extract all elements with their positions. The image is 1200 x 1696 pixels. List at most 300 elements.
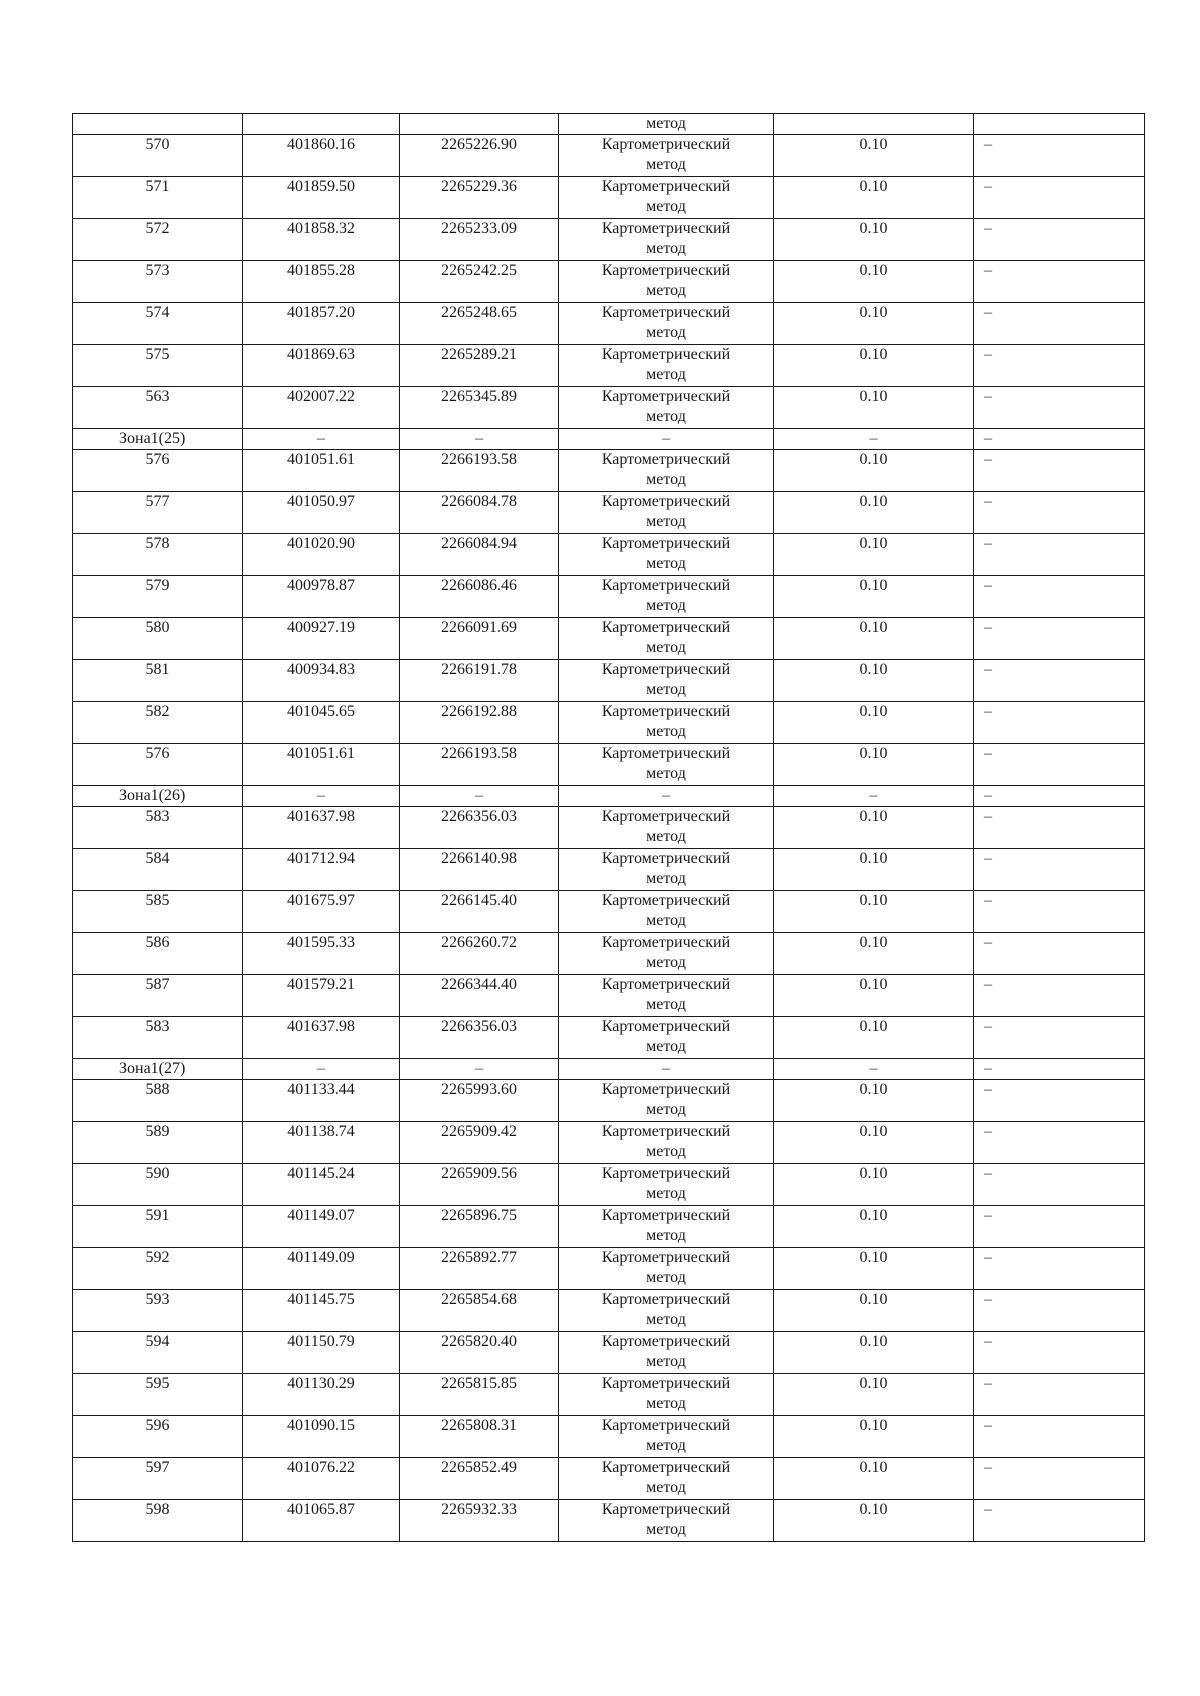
cell-note: – (974, 618, 1145, 660)
table-row (73, 1500, 1145, 1542)
method-text: метод (646, 555, 686, 572)
method-text: Картометрический (601, 1018, 731, 1035)
table-row (73, 618, 1145, 660)
cell-x: 400927.19 (243, 618, 400, 660)
table-row (73, 1374, 1145, 1416)
method-text: Картометрический (601, 493, 731, 510)
method-text: Картометрический (601, 346, 731, 363)
method-text: метод (646, 471, 686, 488)
zone-name: Зона1(26) (73, 786, 243, 807)
method-text: метод (646, 408, 686, 425)
method-text: Картометрический (601, 535, 731, 552)
method-text: метод (646, 639, 686, 656)
cell-x: 401595.33 (243, 933, 400, 975)
table-row (73, 660, 1145, 702)
method-text: Картометрический (601, 850, 731, 867)
cell-method: – (559, 429, 774, 450)
cell-accuracy: 0.10 (774, 1017, 974, 1059)
cell-note: – (974, 891, 1145, 933)
cell-accuracy: – (774, 429, 974, 450)
method-text: Картометрический (601, 262, 731, 279)
cell-note: – (974, 1080, 1145, 1122)
cell-method (559, 303, 774, 345)
cell-note: – (974, 933, 1145, 975)
cell-accuracy: 0.10 (774, 1080, 974, 1122)
cell-note: – (974, 1248, 1145, 1290)
cell-note: – (974, 975, 1145, 1017)
method-text: метод (646, 513, 686, 530)
method-text: метод (646, 324, 686, 341)
cell-x: 401051.61 (243, 450, 400, 492)
table-row (73, 1206, 1145, 1248)
cell-accuracy: 0.10 (774, 1458, 974, 1500)
method-text: Картометрический (601, 1333, 731, 1350)
method-text: Картометрический (601, 892, 731, 909)
table-row (73, 450, 1145, 492)
cell-x: 401675.97 (243, 891, 400, 933)
cell-point-id: 578 (73, 534, 243, 576)
table-row (73, 1080, 1145, 1122)
cell-accuracy: 0.10 (774, 1164, 974, 1206)
cell-accuracy: 0.10 (774, 618, 974, 660)
cell-note: – (974, 744, 1145, 786)
cell-point-id: 576 (73, 744, 243, 786)
cell-point-id: 595 (73, 1374, 243, 1416)
cell-x: 401637.98 (243, 1017, 400, 1059)
cell-note: – (974, 135, 1145, 177)
cell-point-id: 594 (73, 1332, 243, 1374)
cell-note: – (974, 534, 1145, 576)
table-row (73, 975, 1145, 1017)
cell-point-id: 573 (73, 261, 243, 303)
method-text: метод (646, 198, 686, 215)
cell-point-id: 586 (73, 933, 243, 975)
cell-note: – (974, 1332, 1145, 1374)
cell-accuracy: 0.10 (774, 807, 974, 849)
method-text: метод (646, 1101, 686, 1118)
method-text: Картометрический (601, 1375, 731, 1392)
cell-x: 401857.20 (243, 303, 400, 345)
cell-point-id: 588 (73, 1080, 243, 1122)
method-text: Картометрический (601, 1249, 731, 1266)
method-text: Картометрический (601, 1081, 731, 1098)
table-row (73, 1164, 1145, 1206)
cell-y: 2265289.21 (400, 345, 559, 387)
coordinates-table (72, 113, 1145, 1542)
cell-accuracy: 0.10 (774, 1206, 974, 1248)
method-text: метод (646, 954, 686, 971)
cell-point-id: 598 (73, 1500, 243, 1542)
method-text: Картометрический (601, 934, 731, 951)
cell-x: 401051.61 (243, 744, 400, 786)
table-row-continuation (73, 114, 1145, 135)
cell-y: 2265896.75 (400, 1206, 559, 1248)
table-body (73, 114, 1145, 1542)
cell-point-id: 587 (73, 975, 243, 1017)
cell-method (559, 891, 774, 933)
method-text: Картометрический (601, 1123, 731, 1140)
cell-method (559, 1416, 774, 1458)
method-text: Картометрический (601, 661, 731, 678)
cell-y: 2265345.89 (400, 387, 559, 429)
method-text: метод (646, 996, 686, 1013)
cell-y: 2266145.40 (400, 891, 559, 933)
cell-y: 2266084.94 (400, 534, 559, 576)
cell-method (559, 1248, 774, 1290)
method-text: метод (646, 156, 686, 173)
cell-y: 2265909.56 (400, 1164, 559, 1206)
method-text: Картометрический (601, 577, 731, 594)
cell-y: – (400, 1059, 559, 1080)
table-row (73, 807, 1145, 849)
cell-x: 401855.28 (243, 261, 400, 303)
cell-x: 401145.75 (243, 1290, 400, 1332)
method-text: метод (646, 1185, 686, 1202)
cell-x: 401712.94 (243, 849, 400, 891)
cell-note: – (974, 1416, 1145, 1458)
table-row (73, 1458, 1145, 1500)
cell-accuracy: 0.10 (774, 1290, 974, 1332)
cell-point-id: 583 (73, 1017, 243, 1059)
cell-note: – (974, 177, 1145, 219)
table-row (73, 1290, 1145, 1332)
method-text: метод (646, 1437, 686, 1454)
zone-header-row (73, 429, 1145, 450)
cell-note: – (974, 807, 1145, 849)
method-text: Картометрический (601, 178, 731, 195)
method-text: метод (646, 240, 686, 257)
cell-method (559, 177, 774, 219)
cell-y: 2265808.31 (400, 1416, 559, 1458)
cell-note: – (974, 1206, 1145, 1248)
cell-note: – (974, 1374, 1145, 1416)
cell-x: 400978.87 (243, 576, 400, 618)
cell-method: – (559, 786, 774, 807)
table-row (73, 576, 1145, 618)
cell-accuracy: 0.10 (774, 576, 974, 618)
method-text: метод (646, 870, 686, 887)
cell-note: – (974, 849, 1145, 891)
cell-x: 401869.63 (243, 345, 400, 387)
cell-accuracy: 0.10 (774, 1248, 974, 1290)
cell-method (559, 534, 774, 576)
cell-method (559, 702, 774, 744)
method-text: метод (646, 1521, 686, 1538)
table-row (73, 933, 1145, 975)
cell-x: – (243, 1059, 400, 1080)
method-text: метод (646, 1038, 686, 1055)
cell-y: 2266193.58 (400, 744, 559, 786)
cell-point-id: 596 (73, 1416, 243, 1458)
table-row (73, 849, 1145, 891)
cell-method (559, 114, 774, 135)
cell-accuracy: 0.10 (774, 135, 974, 177)
cell-accuracy: 0.10 (774, 891, 974, 933)
method-text: метод (646, 366, 686, 383)
table-row (73, 303, 1145, 345)
zone-name: Зона1(25) (73, 429, 243, 450)
cell-method (559, 933, 774, 975)
cell-point-id: 572 (73, 219, 243, 261)
cell-accuracy: 0.10 (774, 177, 974, 219)
cell-method (559, 1500, 774, 1542)
method-text: Картометрический (601, 304, 731, 321)
cell-note: – (974, 345, 1145, 387)
cell-y: 2265909.42 (400, 1122, 559, 1164)
table-row (73, 1017, 1145, 1059)
cell-y: 2266084.78 (400, 492, 559, 534)
cell-note: – (974, 261, 1145, 303)
cell-method (559, 345, 774, 387)
cell-accuracy: 0.10 (774, 345, 974, 387)
cell-method (559, 1122, 774, 1164)
cell-y: 2265932.33 (400, 1500, 559, 1542)
cell-method (559, 387, 774, 429)
method-text: Картометрический (601, 745, 731, 762)
cell-note: – (974, 576, 1145, 618)
cell-x: 400934.83 (243, 660, 400, 702)
method-text: метод (646, 282, 686, 299)
method-text: метод (646, 828, 686, 845)
cell-note: – (974, 492, 1145, 534)
cell-method: – (559, 1059, 774, 1080)
cell-y: 2266086.46 (400, 576, 559, 618)
cell-x: 401090.15 (243, 1416, 400, 1458)
cell-accuracy: 0.10 (774, 1500, 974, 1542)
cell-point-id: 575 (73, 345, 243, 387)
cell-y: 2265892.77 (400, 1248, 559, 1290)
cell-accuracy: 0.10 (774, 975, 974, 1017)
cell-y: 2266356.03 (400, 1017, 559, 1059)
method-text: метод (646, 1479, 686, 1496)
cell-method (559, 261, 774, 303)
cell-accuracy: 0.10 (774, 534, 974, 576)
method-text: метод (646, 1311, 686, 1328)
cell-note: – (974, 1458, 1145, 1500)
cell-point-id: 579 (73, 576, 243, 618)
cell-method (559, 1290, 774, 1332)
table-row (73, 534, 1145, 576)
table-row (73, 261, 1145, 303)
cell-point-id: 597 (73, 1458, 243, 1500)
cell-method (559, 1332, 774, 1374)
cell-x: 401859.50 (243, 177, 400, 219)
method-text: Картометрический (601, 1165, 731, 1182)
method-text: метод (646, 723, 686, 740)
cell-point-id: 589 (73, 1122, 243, 1164)
cell-method (559, 492, 774, 534)
cell-x: 401130.29 (243, 1374, 400, 1416)
cell-x: 402007.22 (243, 387, 400, 429)
cell-accuracy: 0.10 (774, 450, 974, 492)
method-text: Картометрический (601, 976, 731, 993)
cell-method (559, 1374, 774, 1416)
cell-y: 2265854.68 (400, 1290, 559, 1332)
cell-y: 2266191.78 (400, 660, 559, 702)
cell-accuracy: 0.10 (774, 660, 974, 702)
method-text: Картометрический (601, 1459, 731, 1476)
cell-point-id: 591 (73, 1206, 243, 1248)
cell-x: 401045.65 (243, 702, 400, 744)
method-text: Картометрический (601, 619, 731, 636)
cell-method (559, 135, 774, 177)
cell-method (559, 219, 774, 261)
cell-accuracy: – (774, 1059, 974, 1080)
cell-accuracy: 0.10 (774, 303, 974, 345)
cell-note: – (974, 1059, 1145, 1080)
table-row (73, 1416, 1145, 1458)
cell-note: – (974, 660, 1145, 702)
cell-point-id: 593 (73, 1290, 243, 1332)
cell-accuracy: 0.10 (774, 702, 974, 744)
cell-note: – (974, 1290, 1145, 1332)
cell-point-id: 585 (73, 891, 243, 933)
cell-accuracy: – (774, 786, 974, 807)
cell-x: 401020.90 (243, 534, 400, 576)
cell-method (559, 1017, 774, 1059)
cell-point-id: 571 (73, 177, 243, 219)
cell-x: 401050.97 (243, 492, 400, 534)
cell-method (559, 450, 774, 492)
cell-note: – (974, 450, 1145, 492)
cell-point-id: 580 (73, 618, 243, 660)
cell-point-id: 574 (73, 303, 243, 345)
table-row (73, 1332, 1145, 1374)
cell-note: – (974, 702, 1145, 744)
cell-accuracy: 0.10 (774, 849, 974, 891)
cell-x: 401860.16 (243, 135, 400, 177)
cell-point-id (73, 114, 243, 135)
cell-method (559, 975, 774, 1017)
cell-x: – (243, 786, 400, 807)
cell-note: – (974, 429, 1145, 450)
cell-method (559, 1206, 774, 1248)
cell-y: 2265226.90 (400, 135, 559, 177)
cell-note: – (974, 786, 1145, 807)
cell-point-id: 583 (73, 807, 243, 849)
cell-method (559, 576, 774, 618)
method-text: Картометрический (601, 1291, 731, 1308)
cell-x: 401637.98 (243, 807, 400, 849)
cell-y: 2265820.40 (400, 1332, 559, 1374)
cell-accuracy: 0.10 (774, 492, 974, 534)
method-text: Картометрический (601, 808, 731, 825)
cell-note: – (974, 1017, 1145, 1059)
cell-point-id: 582 (73, 702, 243, 744)
table-row (73, 744, 1145, 786)
cell-y: 2266193.58 (400, 450, 559, 492)
zone-header-row (73, 1059, 1145, 1080)
cell-point-id: 570 (73, 135, 243, 177)
cell-method (559, 849, 774, 891)
cell-point-id: 563 (73, 387, 243, 429)
method-text: метод (646, 1395, 686, 1412)
cell-note (974, 114, 1145, 135)
table-row (73, 219, 1145, 261)
cell-accuracy: 0.10 (774, 219, 974, 261)
cell-y: 2266260.72 (400, 933, 559, 975)
cell-accuracy (774, 114, 974, 135)
method-text: Картометрический (601, 220, 731, 237)
cell-y: 2266192.88 (400, 702, 559, 744)
zone-header-row (73, 786, 1145, 807)
zone-name: Зона1(27) (73, 1059, 243, 1080)
cell-accuracy: 0.10 (774, 261, 974, 303)
cell-y (400, 114, 559, 135)
cell-note: – (974, 303, 1145, 345)
method-text: метод (646, 1227, 686, 1244)
cell-note: – (974, 1164, 1145, 1206)
cell-y: 2265248.65 (400, 303, 559, 345)
cell-method (559, 807, 774, 849)
table-row (73, 492, 1145, 534)
method-text: метод (646, 1353, 686, 1370)
cell-point-id: 584 (73, 849, 243, 891)
cell-y: 2265993.60 (400, 1080, 559, 1122)
cell-point-id: 581 (73, 660, 243, 702)
method-text: метод (646, 115, 686, 132)
table-row (73, 135, 1145, 177)
cell-y: – (400, 786, 559, 807)
table-row (73, 1248, 1145, 1290)
cell-method (559, 1164, 774, 1206)
method-text: Картометрический (601, 451, 731, 468)
cell-y: 2265242.25 (400, 261, 559, 303)
cell-y: 2265815.85 (400, 1374, 559, 1416)
cell-accuracy: 0.10 (774, 744, 974, 786)
cell-note: – (974, 1500, 1145, 1542)
cell-x: 401149.07 (243, 1206, 400, 1248)
cell-accuracy: 0.10 (774, 1332, 974, 1374)
cell-y: 2266356.03 (400, 807, 559, 849)
method-text: метод (646, 1269, 686, 1286)
cell-x: 401149.09 (243, 1248, 400, 1290)
cell-x: 401858.32 (243, 219, 400, 261)
method-text: метод (646, 765, 686, 782)
cell-note: – (974, 219, 1145, 261)
cell-point-id: 577 (73, 492, 243, 534)
cell-y: 2266091.69 (400, 618, 559, 660)
table-row (73, 1122, 1145, 1164)
table-row (73, 702, 1145, 744)
cell-accuracy: 0.10 (774, 1416, 974, 1458)
cell-method (559, 660, 774, 702)
method-text: Картометрический (601, 136, 731, 153)
method-text: Картометрический (601, 703, 731, 720)
cell-note: – (974, 1122, 1145, 1164)
method-text: метод (646, 597, 686, 614)
cell-point-id: 590 (73, 1164, 243, 1206)
cell-x (243, 114, 400, 135)
method-text: Картометрический (601, 1501, 731, 1518)
cell-method (559, 744, 774, 786)
cell-note: – (974, 387, 1145, 429)
table-row (73, 891, 1145, 933)
cell-y: 2266140.98 (400, 849, 559, 891)
table-row (73, 177, 1145, 219)
method-text: Картометрический (601, 1417, 731, 1434)
cell-x: 401065.87 (243, 1500, 400, 1542)
cell-point-id: 576 (73, 450, 243, 492)
cell-y: 2265852.49 (400, 1458, 559, 1500)
cell-y: – (400, 429, 559, 450)
method-text: Картометрический (601, 1207, 731, 1224)
cell-y: 2265233.09 (400, 219, 559, 261)
cell-accuracy: 0.10 (774, 1374, 974, 1416)
table-row (73, 387, 1145, 429)
cell-accuracy: 0.10 (774, 387, 974, 429)
method-text: метод (646, 1143, 686, 1160)
